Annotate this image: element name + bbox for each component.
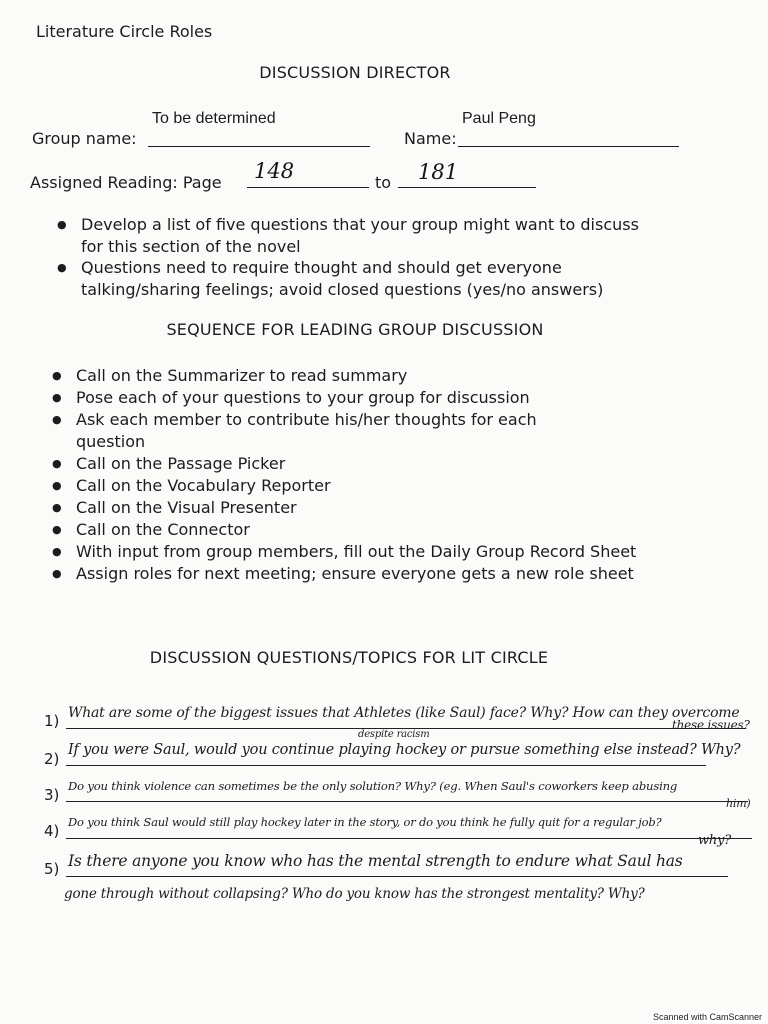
page-to-underline [398, 187, 536, 188]
name-label: Name: [404, 129, 457, 148]
sequence-item: ● Assign roles for next meeting; ensure everyone gets a new role sheet [50, 563, 660, 585]
group-name-value: To be determined [152, 110, 276, 127]
question-number: 5) [44, 860, 60, 878]
question-underline [66, 801, 748, 802]
question-underline [66, 765, 706, 766]
question-text: If you were Saul, would you continue playing hockey or pursue something else instead? Why? [68, 742, 741, 758]
question-continuation: why? [698, 833, 732, 848]
page-to-value: 181 [418, 160, 459, 184]
question-underline [66, 876, 728, 877]
question-underline [66, 838, 752, 839]
reading-label: Assigned Reading: Page [30, 173, 222, 192]
question-text: What are some of the biggest issues that Athletes (like Saul) face? Why? How can they overcome [68, 705, 740, 721]
sequence-item: ● Call on the Visual Presenter [50, 497, 660, 519]
question-number: 2) [44, 750, 60, 768]
question-text: Is there anyone you know who has the mental strength to endure what Saul has [68, 852, 683, 870]
sequence-item: ● Pose each of your questions to your group for discussion [50, 387, 660, 409]
instructions-list [55, 214, 655, 300]
sequence-item: ● Call on the Summarizer to read summary [50, 365, 660, 387]
role-heading: DISCUSSION DIRECTOR [259, 63, 451, 82]
question-continuation: him) [726, 797, 751, 810]
page-from-value: 148 [254, 159, 295, 183]
group-name-label: Group name: [32, 129, 137, 148]
to-label: to [375, 173, 392, 192]
name-value: Paul Peng [462, 110, 536, 127]
question-number: 3) [44, 786, 60, 804]
scanner-watermark: Scanned with CamScanner [652, 1012, 762, 1022]
questions-heading: DISCUSSION QUESTIONS/TOPICS FOR LIT CIRCLE [149, 648, 549, 667]
sequence-item: ● Call on the Vocabulary Reporter [50, 475, 660, 497]
name-underline [458, 146, 679, 147]
document-title: Literature Circle Roles [36, 22, 213, 41]
question-number: 4) [44, 822, 60, 840]
question-continuation: these issues? [672, 718, 750, 732]
question-text: Do you think violence can sometimes be the only solution? Why? (eg. When Saul's coworkers keep abusing [68, 779, 678, 793]
page-from-underline [247, 187, 369, 188]
group-name-underline [148, 146, 370, 147]
question-number: 1) [44, 712, 60, 730]
sequence-heading: SEQUENCE FOR LEADING GROUP DISCUSSION [166, 320, 544, 339]
instruction-item: ● Questions need to require thought and should get everyone talking/sharing feelings; avoid closed questions (yes/no answers) [55, 257, 655, 300]
sequence-item: ● With input from group members, fill out the Daily Group Record Sheet [50, 541, 660, 563]
question-continuation: gone through without collapsing? Who do you know has the strongest mentality? Why? [64, 886, 645, 902]
sequence-item: ● Call on the Passage Picker [50, 453, 660, 475]
question-insertion: despite racism [358, 729, 430, 740]
sequence-item: ● Call on the Connector [50, 519, 660, 541]
sequence-item: ● Ask each member to contribute his/her thoughts for each question [50, 409, 660, 453]
question-text: Do you think Saul would still play hockey later in the story, or do you think he fully quit for a regular job? [68, 815, 662, 829]
instruction-item: ● Develop a list of five questions that your group might want to discuss for this section of the novel [55, 214, 655, 257]
sequence-list [50, 365, 660, 585]
